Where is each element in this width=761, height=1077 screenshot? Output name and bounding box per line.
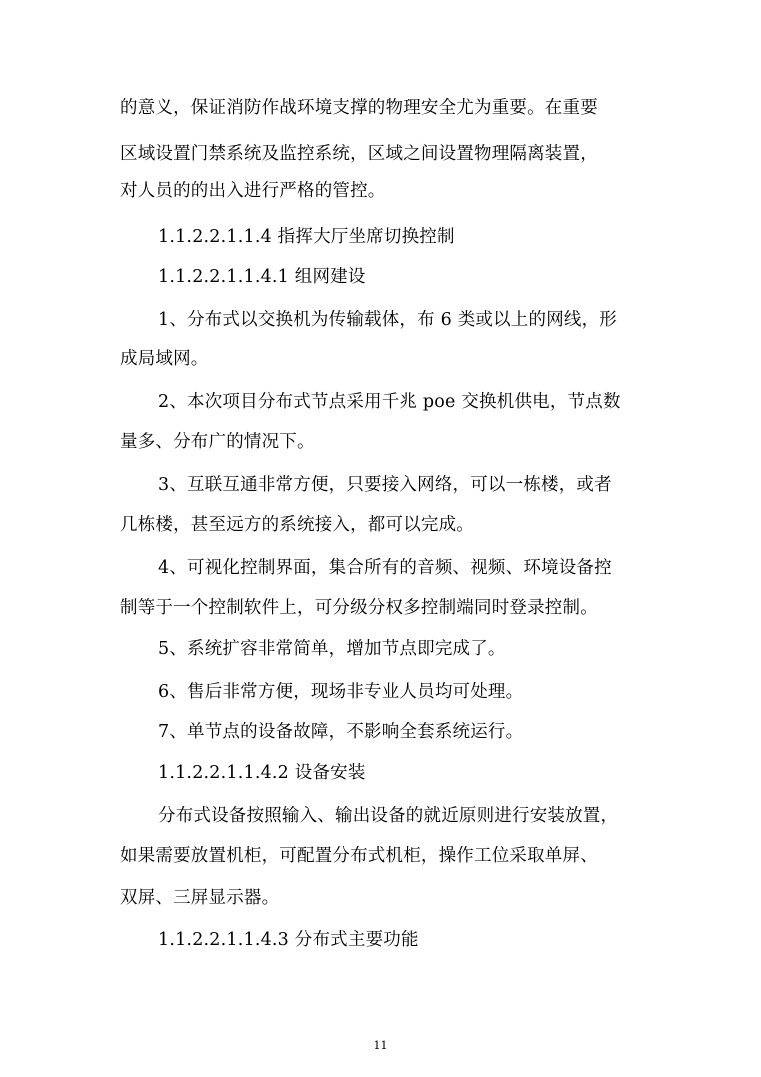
- subsection-heading: 1.1.2.2.1.1.4.3 分布式主要功能: [158, 930, 419, 950]
- list-item-1-continuation: 成局域网。: [120, 349, 209, 369]
- subsection-heading: 1.1.2.2.1.1.4.2 设备安装: [158, 763, 366, 783]
- body-text-line: 如果需要放置机柜，可配置分布式机柜，操作工位采取单屏、: [120, 846, 598, 866]
- body-text-line: 对人员的的出入进行严格的管控。: [120, 181, 386, 201]
- body-text-line: 分布式设备按照输入、输出设备的就近原则进行安装放置，: [158, 806, 619, 826]
- list-item-4: 4、可视化控制界面，集合所有的音频、视频、环境设备控: [158, 558, 612, 578]
- list-item-5: 5、系统扩容非常简单，增加节点即完成了。: [158, 639, 506, 659]
- subsection-heading: 1.1.2.2.1.1.4.1 组网建设: [158, 267, 366, 287]
- list-item-6: 6、售后非常方便，现场非专业人员均可处理。: [158, 682, 524, 702]
- body-text-line: 双屏、三屏显示器。: [120, 888, 280, 908]
- list-item-3: 3、互联互通非常方便，只要接入网络，可以一栋楼，或者: [158, 475, 612, 495]
- section-heading: 1.1.2.2.1.1.4 指挥大厅坐席切换控制: [158, 227, 455, 247]
- list-item-3-continuation: 几栋楼，甚至远方的系统接入，都可以完成。: [120, 515, 474, 535]
- body-text-line: 的意义，保证消防作战环境支撑的物理安全尤为重要。在重要: [120, 98, 598, 118]
- list-item-4-continuation: 制等于一个控制软件上，可分级分权多控制端同时登录控制。: [120, 598, 598, 618]
- page-number: 11: [373, 1039, 388, 1052]
- list-item-2: 2、本次项目分布式节点采用千兆 poe 交换机供电，节点数: [158, 392, 621, 412]
- list-item-7: 7、单节点的设备故障，不影响全套系统运行。: [158, 722, 524, 742]
- body-text-line: 区域设置门禁系统及监控系统，区域之间设置物理隔离装置，: [120, 144, 598, 164]
- list-item-1: 1、分布式以交换机为传输载体，布 6 类或以上的网线，形: [158, 310, 617, 330]
- list-item-2-continuation: 量多、分布广的情况下。: [120, 432, 315, 452]
